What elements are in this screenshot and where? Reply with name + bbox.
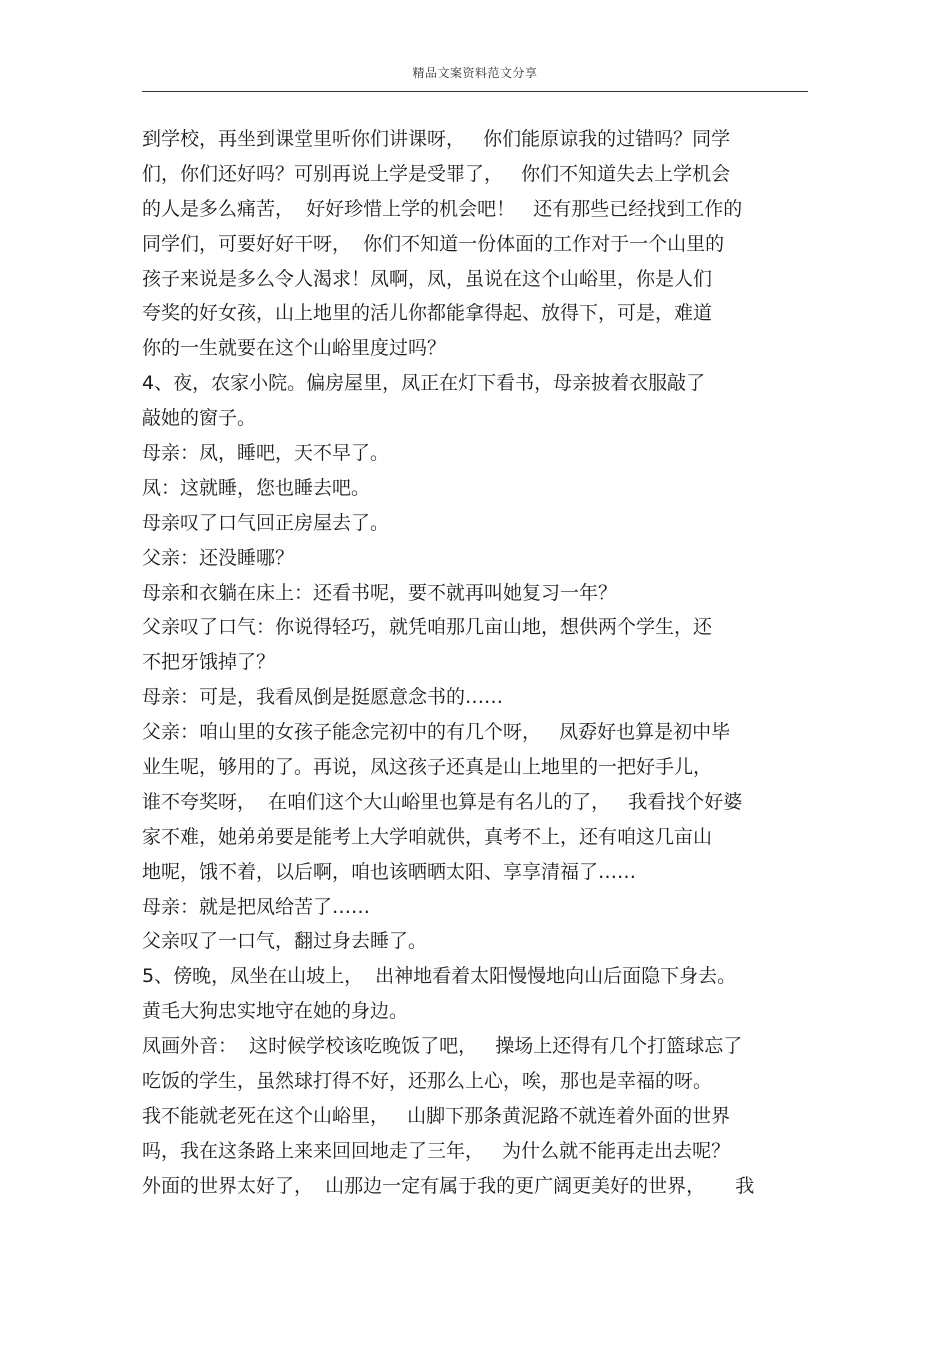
text-line: 5、傍晚，凤坐在山坡上， 出神地看着太阳慢慢地向山后面隐下身去。 xyxy=(142,965,737,988)
text-line: 凤：这就睡，您也睡去吧。 xyxy=(142,476,371,499)
text-line: 外面的世界太好了， 山那边一定有属于我的更广阔更美好的世界， 我 xyxy=(142,1174,755,1197)
text-line: 母亲：可是，我看凤倒是挺愿意念书的…… xyxy=(142,686,504,709)
text-line: 敲她的窗子。 xyxy=(142,407,257,430)
text-line: 吗，我在这条路上来来回回地走了三年， 为什么就不能再走出去呢？ xyxy=(142,1139,731,1162)
text-line: 4、夜，农家小院。偏房屋里，凤正在灯下看书，母亲披着衣服敲了 xyxy=(142,372,706,395)
text-line: 家不难，她弟弟要是能考上大学咱就供，真考不上，还有咱这几亩山 xyxy=(142,825,713,848)
text-line: 父亲：还没睡哪？ xyxy=(142,546,295,569)
text-line: 谁不夸奖呀， 在咱们这个大山峪里也算是有名儿的了， 我看找个好婆 xyxy=(142,790,743,813)
text-line: 凤画外音： 这时候学校该吃晚饭了吧， 操场上还得有几个打篮球忘了 xyxy=(142,1035,743,1058)
text-line: 你的一生就要在这个山峪里度过吗？ xyxy=(142,337,447,360)
text-line: 的人是多么痛苦， 好好珍惜上学的机会吧！ 还有那些已经找到工作的 xyxy=(142,197,743,220)
document-body xyxy=(142,122,814,1204)
text-line: 不把牙饿掉了？ xyxy=(142,651,276,674)
text-line: 父亲叹了口气：你说得轻巧，就凭咱那几亩山地，想供两个学生，还 xyxy=(142,616,713,639)
text-line: 父亲：咱山里的女孩子能念完初中的有几个呀， 凤孬好也算是初中毕 xyxy=(142,721,731,744)
text-line: 母亲和衣躺在床上：还看书呢，要不就再叫她复习一年？ xyxy=(142,581,618,604)
text-line: 黄毛大狗忠实地守在她的身边。 xyxy=(142,1000,409,1023)
header-divider xyxy=(142,91,808,92)
page-header: 精品文案资料范文分享 xyxy=(412,66,538,80)
text-line: 同学们，可要好好干呀， 你们不知道一份体面的工作对于一个山里的 xyxy=(142,232,725,255)
text-line: 父亲叹了一口气，翻过身去睡了。 xyxy=(142,930,428,953)
text-line: 母亲：就是把凤给苦了…… xyxy=(142,895,371,918)
text-line: 们，你们还好吗？可别再说上学是受罪了， 你们不知道失去上学机会 xyxy=(142,162,731,185)
text-line: 孩子来说是多么令人渴求！凤啊，凤，虽说在这个山峪里，你是人们 xyxy=(142,267,713,290)
text-line: 我不能就老死在这个山峪里， 山脚下那条黄泥路不就连着外面的世界 xyxy=(142,1104,731,1127)
text-line: 吃饭的学生，虽然球打得不好，还那么上心，唉，那也是幸福的呀。 xyxy=(142,1070,713,1093)
text-line: 到学校，再坐到课堂里听你们讲课呀， 你们能原谅我的过错吗？同学 xyxy=(142,128,731,150)
text-line: 母亲叹了口气回正房屋去了。 xyxy=(142,511,390,534)
text-line: 地呢，饿不着，以后啊，咱也该晒晒太阳、享享清福了…… xyxy=(142,860,637,883)
text-line: 业生呢，够用的了。再说，凤这孩子还真是山上地里的一把好手儿， xyxy=(142,756,713,779)
text-line: 母亲：凤，睡吧，天不早了。 xyxy=(142,442,390,465)
text-line: 夸奖的好女孩，山上地里的活儿你都能拿得起、放得下，可是，难道 xyxy=(142,302,713,325)
